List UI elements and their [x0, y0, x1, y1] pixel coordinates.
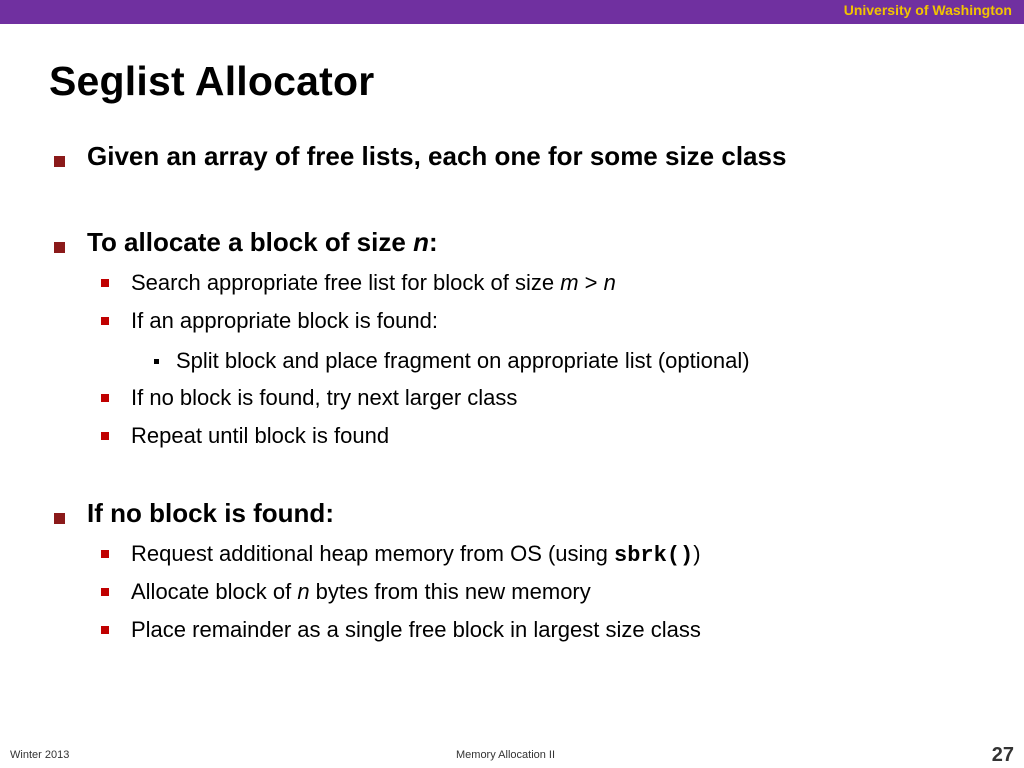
- square-bullet-icon: [54, 156, 65, 167]
- bullet-text: Search appropriate free list for block of size m > n: [131, 270, 616, 295]
- page-number: 27: [991, 744, 1014, 766]
- bullet-text: Repeat until block is found: [131, 423, 390, 448]
- square-bullet-icon: [101, 394, 109, 402]
- square-bullet-icon: [101, 550, 109, 558]
- bullet-text: Place remainder as a single free block in largest size class: [131, 617, 701, 642]
- bullet-text: To allocate a block of size n:: [87, 227, 438, 257]
- square-bullet-icon: [101, 279, 109, 287]
- bullet-text: If no block is found:: [87, 498, 334, 528]
- institution-label: University of Washington: [843, 2, 1012, 18]
- bullet-text: If no block is found, try next larger class: [131, 385, 518, 410]
- bullet-text: If an appropriate block is found:: [131, 308, 438, 333]
- square-bullet-icon: [101, 317, 109, 325]
- code-sbrk: sbrk(): [614, 543, 694, 568]
- bullet-text: Split block and place fragment on appropriate list (optional): [176, 348, 750, 373]
- footer-term: Winter 2013: [10, 749, 70, 761]
- square-bullet-icon: [154, 359, 159, 364]
- header-bar: [0, 0, 1024, 24]
- slide-title: Seglist Allocator: [49, 58, 375, 104]
- footer-topic: Memory Allocation II: [456, 749, 556, 761]
- bullet-text: Request additional heap memory from OS (using sbrk()): [131, 541, 701, 568]
- square-bullet-icon: [101, 588, 109, 596]
- bullet-text: Given an array of free lists, each one for some size class: [87, 141, 787, 171]
- bullet-text: Allocate block of n bytes from this new memory: [131, 579, 591, 604]
- square-bullet-icon: [101, 432, 109, 440]
- square-bullet-icon: [54, 242, 65, 253]
- square-bullet-icon: [101, 626, 109, 634]
- square-bullet-icon: [54, 513, 65, 524]
